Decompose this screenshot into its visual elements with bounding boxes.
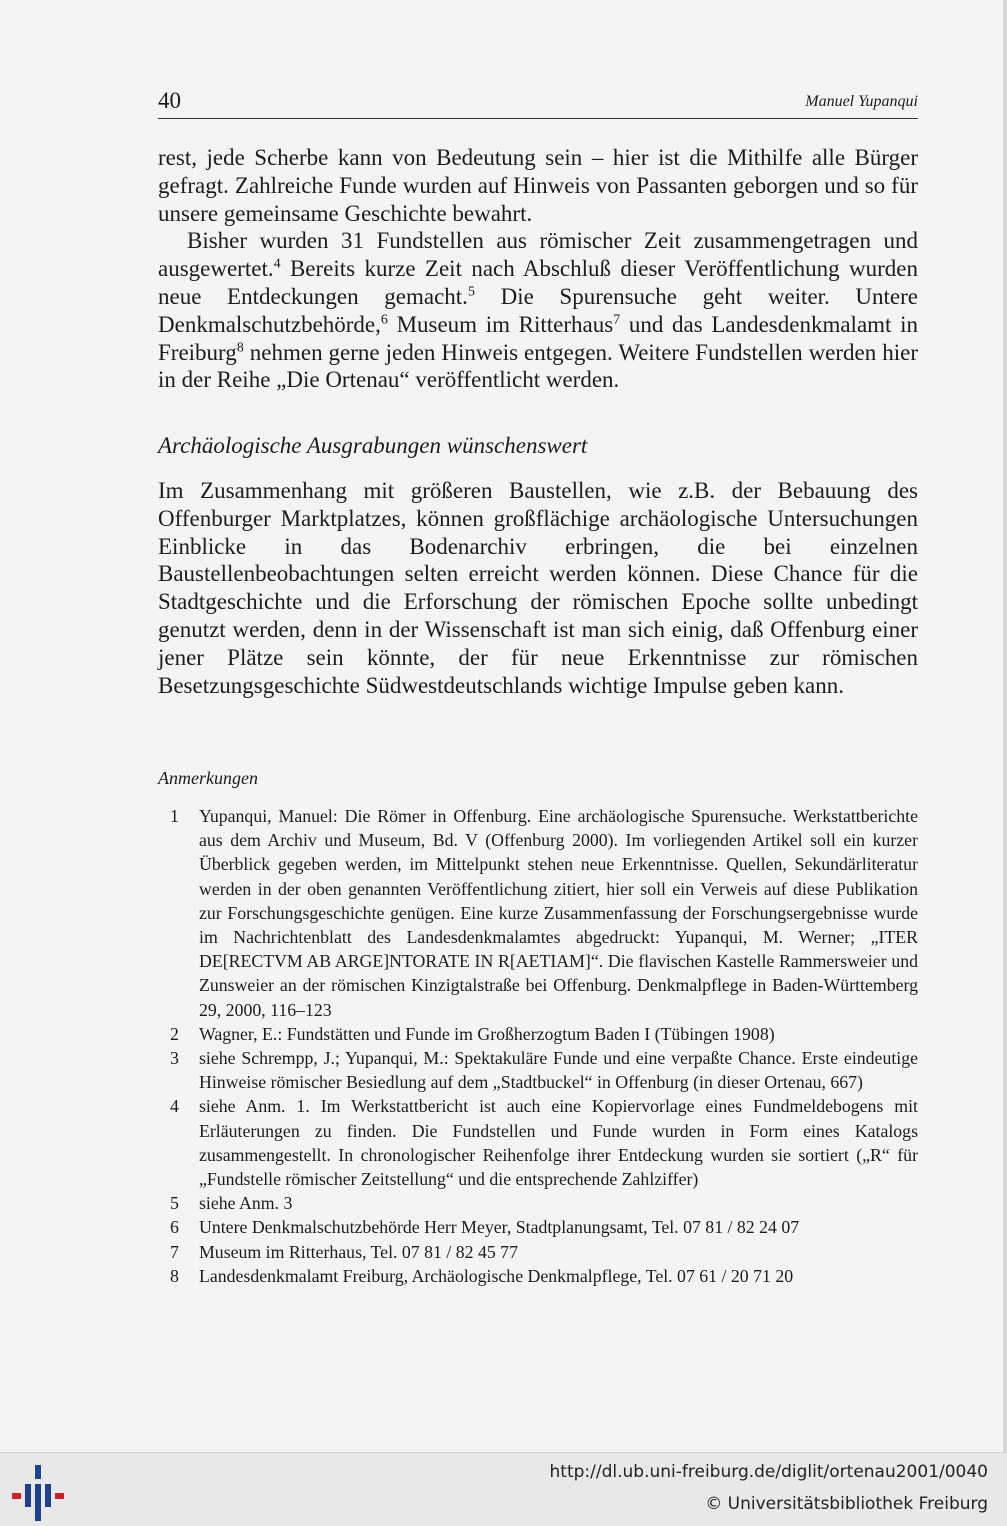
note-number: 8 (170, 1265, 179, 1286)
note-text: siehe Schrempp, J.; Yupanqui, M.: Spektakuläre Funde und eine verpaßte Chance. Erste eindeutige Hinweise römischer Besiedlung auf dem „Stadtbuckel“ in Offenburg (in dieser Ortenau, 667) (199, 1048, 918, 1093)
note-text: Landesdenkmalamt Freiburg, Archäologische Denkmalpflege, Tel. 07 61 / 20 71 20 (199, 1265, 794, 1286)
logo-bar (12, 1493, 21, 1499)
logo-bar (35, 1484, 41, 1521)
note-number: 4 (170, 1096, 179, 1117)
note-number: 1 (170, 806, 179, 826)
footnote-ref[interactable]: 8 (236, 339, 244, 355)
text-run: und das Landesdenkmalamt in Freiburg (158, 311, 918, 365)
text-run: Bereits kurze Zeit nach Abschluß dieser Veröffentlichung wurden neue Entdeckungen gemacht. (158, 256, 918, 309)
notes-list (158, 804, 918, 1288)
footnote-ref[interactable]: 5 (467, 284, 475, 300)
logo-bar (55, 1493, 64, 1499)
note-text: Museum im Ritterhaus, Tel. 07 81 / 82 45 77 (199, 1241, 518, 1262)
note-item (158, 1215, 918, 1239)
ub-freiburg-logo-icon[interactable] (12, 1465, 64, 1521)
note-item (158, 1240, 918, 1264)
logo-bar (35, 1465, 41, 1479)
note-number: 6 (170, 1217, 179, 1238)
footnote-ref[interactable]: 6 (380, 312, 388, 328)
note-text: Yupanqui, Manuel: Die Römer in Offenburg. Eine archäologische Spurensuche. Werkstattberichte aus dem Archiv und Museum, Bd. V (Offenburg 2000). Im vorliegenden Artikel soll ein kurzer Überblick gegeben werden, im Mittelpunkt stehen neue Erkenntnisse. Quellen, Sekundärliteratur werden in der oben genannten Veröffentlichung zitiert, hier soll ein Verweis auf diese Publikation zur Forschungsgeschichte genügen. Eine kurze Zusammenfassung der Forschungsergebnisse wurde im Nachrichtenblatt des Landesdenkmalamtes abgedruckt: Yupanqui, M. Werner; „ITER DE[RECTVM AB ARGE]NTORATE IN R[AETIAM]“. Die flavischen Kastelle Rammersweier und Zunsweier an der römischen Kinzigtalstraße bei Offenburg. Denkmalpflege in Baden-Württemberg 29, 2000, 116–123 (199, 806, 918, 1020)
note-text: Wagner, E.: Fundstätten und Funde im Großherzogtum Baden I (Tübingen 1908) (199, 1023, 775, 1044)
text-run: Museum im Ritterhaus (387, 311, 614, 337)
paragraph: Im Zusammenhang mit größeren Baustellen, wie z.B. der Bebauung des Offenburger Marktplatzes, können großflächige archäologische Untersuchungen Einblicke in das Bodenarchiv erbringen, die bei einzelnen Baustellenbeobachtungen selten erreicht werden können. Diese Chance für die Stadtgeschichte und die Erforschung der römischen Epoche sollte unbedingt genutzt werden, denn in der Wissenschaft ist man sich einig, daß Offenburg einer jener Plätze sein könnte, der für neue Erkenntnisse zur römischen Besetzungsgeschichte Südwestdeutschlands wichtige Impulse geben kann. (158, 478, 918, 698)
footnote-ref[interactable]: 7 (613, 312, 621, 328)
notes-heading: Anmerkungen (158, 768, 258, 788)
text-run: Bisher wurden 31 Fundstellen aus römischer Zeit zusammengetragen und ausgewertet. (158, 228, 918, 282)
logo-bar (25, 1484, 31, 1507)
text-run: Die Spurensuche geht weiter. Untere Denkmalschutzbehörde, (158, 283, 919, 337)
footnote-ref[interactable]: 4 (273, 256, 281, 272)
note-text: siehe Anm. 1. Im Werkstattbericht ist auch eine Kopiervorlage eines Fundmeldebogens mit Erläuterungen zu finden. Die Fundstellen und Funde wurden in Form eines Katalogs zusammengestellt. In chronologischer Reihenfolge ihrer Entdeckung wurden sie sortiert („R“ für „Fundstelle römischer Zeitstellung“ und die entsprechende Zahlziffer) (199, 1096, 918, 1190)
body-text-top (158, 144, 918, 394)
note-item (158, 1046, 918, 1094)
text-run: nehmen gerne jeden Hinweis entgegen. Weitere Fundstellen werden hier in der Reihe „Die Ortenau“ veröffentlicht werden. (158, 339, 918, 393)
note-item (158, 1094, 918, 1191)
footer-url-link[interactable]: http://dl.ub.uni-freiburg.de/diglit/ortenau2001/0040 (549, 1462, 988, 1482)
page-header (158, 88, 918, 119)
note-item (158, 804, 918, 1022)
footer-copyright: © Universitätsbibliothek Freiburg (705, 1494, 988, 1514)
paragraph (158, 227, 918, 394)
note-item (158, 1264, 918, 1288)
page-number: 40 (158, 88, 181, 113)
body-text-bottom (158, 477, 918, 699)
note-text: Untere Denkmalschutzbehörde Herr Meyer, Stadtplanungsamt, Tel. 07 81 / 82 24 07 (199, 1217, 800, 1238)
logo-bar (45, 1484, 51, 1507)
running-head: Manuel Yupanqui (805, 93, 918, 110)
note-number: 7 (170, 1241, 179, 1262)
note-item (158, 1191, 918, 1215)
note-item (158, 1022, 918, 1046)
note-number: 3 (170, 1048, 179, 1069)
paragraph: rest, jede Scherbe kann von Bedeutung sein – hier ist die Mithilfe alle Bürger gefragt. Zahlreiche Funde wurden auf Hinweis von Passanten geborgen und so für unsere gemeinsame Geschichte bewahrt. (158, 145, 918, 226)
note-number: 2 (170, 1023, 179, 1044)
section-heading: Archäologische Ausgrabungen wünschenswert (158, 433, 588, 458)
note-number: 5 (170, 1193, 179, 1214)
note-text: siehe Anm. 3 (199, 1193, 293, 1214)
